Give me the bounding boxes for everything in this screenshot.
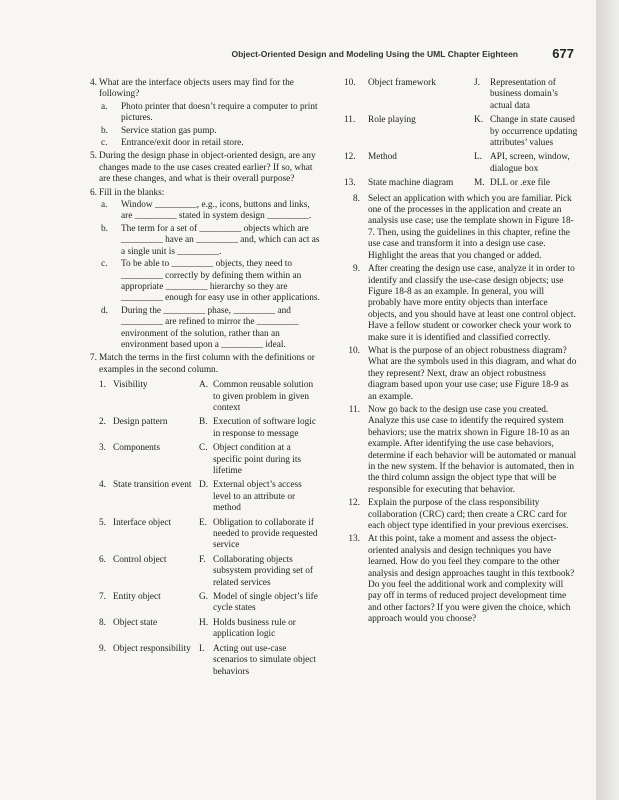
sub-text: Window _________, e.g., icons, buttons and links, are _________ stated in system design _________.: [121, 200, 312, 222]
matching-table: [99, 380, 320, 678]
term-number: 3.: [99, 443, 106, 454]
match-definition: [199, 417, 320, 440]
definition-text: Execution of software logic in response to message: [213, 417, 317, 439]
term-text: Visibility: [113, 380, 148, 391]
sub-item: [99, 126, 320, 137]
match-term: [344, 152, 474, 175]
match-definition: [474, 178, 578, 189]
question-number: 9.: [353, 264, 360, 275]
match-definition: [474, 152, 578, 175]
sub-label: b.: [101, 125, 108, 136]
sub-label: a.: [101, 200, 108, 211]
definition-text: Holds business rule or application logic: [213, 617, 296, 640]
match-term: [344, 78, 474, 112]
sub-label: c.: [101, 259, 108, 270]
question-5: [55, 151, 320, 185]
definition-text: DLL or .exe file: [490, 178, 551, 189]
question-number: 6.: [90, 187, 97, 198]
match-term: [99, 518, 199, 552]
page-edge: [596, 0, 619, 800]
question-4: [55, 78, 320, 149]
sub-item: [99, 224, 320, 258]
definition-letter: C.: [199, 443, 208, 454]
definition-letter: B.: [199, 417, 208, 428]
term-text: Components: [113, 443, 161, 454]
question-number: 8.: [353, 193, 360, 204]
match-definition: [474, 78, 578, 112]
definition-letter: D.: [199, 480, 209, 491]
term-number: 10.: [344, 78, 356, 88]
sub-text: Photo printer that doesn’t require a computer to print pictures.: [121, 101, 318, 124]
question-number: 7.: [90, 353, 97, 364]
question-6: [55, 188, 320, 352]
sub-label: a.: [101, 101, 108, 112]
match-term: [99, 443, 199, 477]
match-term: [99, 618, 199, 641]
question-text: Explain the purpose of the class responsibility collaboration (CRC) card; then create a CRC card for each object type identified in your previous exercises.: [368, 498, 569, 532]
definition-letter: H.: [199, 617, 209, 628]
definition-letter: E.: [199, 517, 208, 528]
term-text: Method: [368, 152, 397, 163]
definition-text: Object condition at a specific point during its lifetime: [213, 443, 302, 476]
term-number: 11.: [344, 115, 356, 126]
definition-text: Acting out use-case scenarios to simulate object behaviors: [213, 643, 317, 677]
match-term: [344, 115, 474, 149]
definition-letter: K.: [474, 115, 484, 126]
sub-text: To be able to _________ objects, they need to _________ correctly by defining them within an appropriate _________ hierarchy so they are _________ enough for easy use in other applications.: [121, 259, 320, 304]
question-number: 12.: [348, 498, 360, 509]
definition-letter: I.: [199, 643, 205, 654]
match-definition: [199, 592, 320, 615]
sub-item: [99, 200, 320, 223]
exercise-list: [330, 194, 578, 626]
match-definition: [199, 618, 320, 641]
question-text: Match the terms in the first column with the definitions or examples in the second column.: [99, 353, 315, 375]
question-7: [55, 353, 320, 678]
sub-text: Service station gas pump.: [121, 125, 217, 136]
term-number: 13.: [344, 178, 356, 189]
definition-text: API, screen, window, dialogue box: [490, 152, 570, 174]
term-number: 5.: [99, 517, 106, 528]
question-number: 4.: [90, 78, 97, 88]
term-text: Object responsibility: [113, 643, 191, 654]
sub-item: [99, 306, 320, 352]
definition-letter: M.: [474, 178, 485, 189]
sub-text: During the _________ phase, _________ and _________ are refined to mirror the _________ environment of the solution, rather than an environment based upon a _________ ideal.: [121, 305, 299, 350]
exercise-question: [330, 264, 578, 344]
term-text: State transition event: [113, 480, 192, 491]
term-text: Object state: [113, 617, 158, 628]
definition-text: External object’s access level to an attribute or method: [213, 480, 302, 514]
definition-letter: G.: [199, 592, 209, 603]
definition-text: Change in state caused by occurrence updating attributes’ values: [490, 115, 578, 149]
term-number: 9.: [99, 643, 106, 654]
exercise-question: [330, 346, 578, 403]
left-column: [55, 78, 320, 680]
definition-text: Collaborating objects subsystem providing set of related services: [213, 554, 313, 588]
exercise-question: [330, 534, 578, 625]
question-number: 11.: [348, 404, 360, 415]
term-text: State machine diagram: [368, 178, 454, 189]
exercise-question: [330, 405, 578, 496]
term-number: 4.: [99, 480, 106, 491]
term-number: 7.: [99, 592, 106, 603]
question-number: 13.: [348, 534, 360, 545]
match-definition: [199, 518, 320, 552]
match-definition: [199, 480, 320, 514]
match-definition: [199, 644, 320, 678]
definition-letter: L.: [474, 152, 483, 163]
page-number: 677: [552, 46, 574, 61]
match-term: [99, 417, 199, 440]
term-number: 12.: [344, 152, 356, 163]
match-term: [99, 555, 199, 589]
sub-text: Entrance/exit door in retail store.: [121, 138, 244, 149]
term-number: 1.: [99, 380, 106, 391]
definition-text: Obligation to collaborate if needed to provide requested service: [213, 517, 318, 551]
term-text: Role playing: [368, 115, 416, 126]
sub-label: d.: [101, 305, 108, 316]
match-term: [99, 592, 199, 615]
term-number: 8.: [99, 617, 106, 628]
sub-label: c.: [101, 138, 108, 149]
term-text: Control object: [113, 554, 167, 565]
right-column: [330, 78, 578, 628]
question-text: At this point, take a moment and assess the object-oriented analysis and design techniques you have learned. How do you feel they compare to the other analysis and design approaches taught in this textbook? Do you feel the additional work and complexity will pay off in terms of reduced project development time and other factors? If you were given the choice, which approach would you choose?: [368, 534, 575, 625]
term-number: 2.: [99, 417, 106, 428]
match-term: [344, 178, 474, 189]
sub-label: b.: [101, 223, 108, 234]
question-text: Select an application with which you are familiar. Pick one of the processes in the application and create an analysis use case; use the template shown in Figure 18-7. Then, using the guidelines in this chapter, refine the use case and transform it into a design use case. Highlight the areas that you changed or added.: [368, 193, 574, 261]
running-title: Object-Oriented Design and Modeling Using the UML Chapter Eighteen: [231, 49, 518, 59]
question-text: Now go back to the design use case you created. Analyze this use case to identify the required system behaviors; use the matrix shown in Figure 18-10 as an example. After identifying the use case behaviors, determine if each behavior will be automated or manual in the new system. If the behavior is automated, then in the third column assign the object type that will be responsible for executing that behavior.: [368, 404, 577, 495]
definition-text: Model of single object’s life cycle states: [213, 592, 318, 614]
term-text: Object framework: [368, 78, 436, 88]
sub-item: [99, 259, 320, 305]
match-definition: [199, 380, 320, 414]
exercise-question: [330, 194, 578, 262]
definition-letter: J.: [474, 78, 480, 88]
sub-text: The term for a set of _________ objects which are _________ have an _________ and, which can act as a single unit is _________.: [121, 223, 320, 257]
definition-text: Common reusable solution to given problem in given context: [213, 380, 314, 413]
term-text: Interface object: [113, 517, 172, 528]
matching-table-continued: [330, 78, 578, 190]
match-term: [99, 380, 199, 414]
definition-letter: A.: [199, 380, 209, 391]
question-text: What are the interface objects users may find for the following?: [99, 78, 294, 100]
match-term: [99, 644, 199, 678]
match-definition: [199, 443, 320, 477]
question-text: Fill in the blanks:: [99, 187, 165, 198]
match-definition: [199, 555, 320, 589]
match-definition: [474, 115, 578, 149]
exercise-question: [330, 498, 578, 532]
question-text: During the design phase in object-oriented design, are any changes made to the use cases created earlier? If so, what are these changes, and what is their overall purpose?: [99, 151, 316, 185]
definition-letter: F.: [199, 554, 206, 565]
match-term: [99, 480, 199, 514]
term-text: Design pattern: [113, 417, 168, 428]
sub-item: [99, 138, 320, 149]
question-text: After creating the design use case, analyze it in order to identify and classify the use-case design objects; use Figure 18-8 as an example. In general, you will probably have more entity objects than interface objects, and you should have at least one control object. Have a fellow student or coworker check your work to make sure it is identified and classified correctly.: [368, 264, 576, 343]
question-number: 10.: [348, 345, 360, 356]
question-number: 5.: [90, 151, 97, 162]
term-number: 6.: [99, 554, 106, 565]
term-text: Entity object: [113, 592, 161, 603]
definition-text: Representation of business domain’s actual data: [490, 78, 558, 111]
sub-item: [99, 102, 320, 125]
running-header: [0, 48, 596, 64]
question-text: What is the purpose of an object robustness diagram? What are the symbols used in this diagram, and what do they represent? Next, draw an object robustness diagram based upon your use case; use Figure 18-9 as an example.: [368, 345, 577, 402]
